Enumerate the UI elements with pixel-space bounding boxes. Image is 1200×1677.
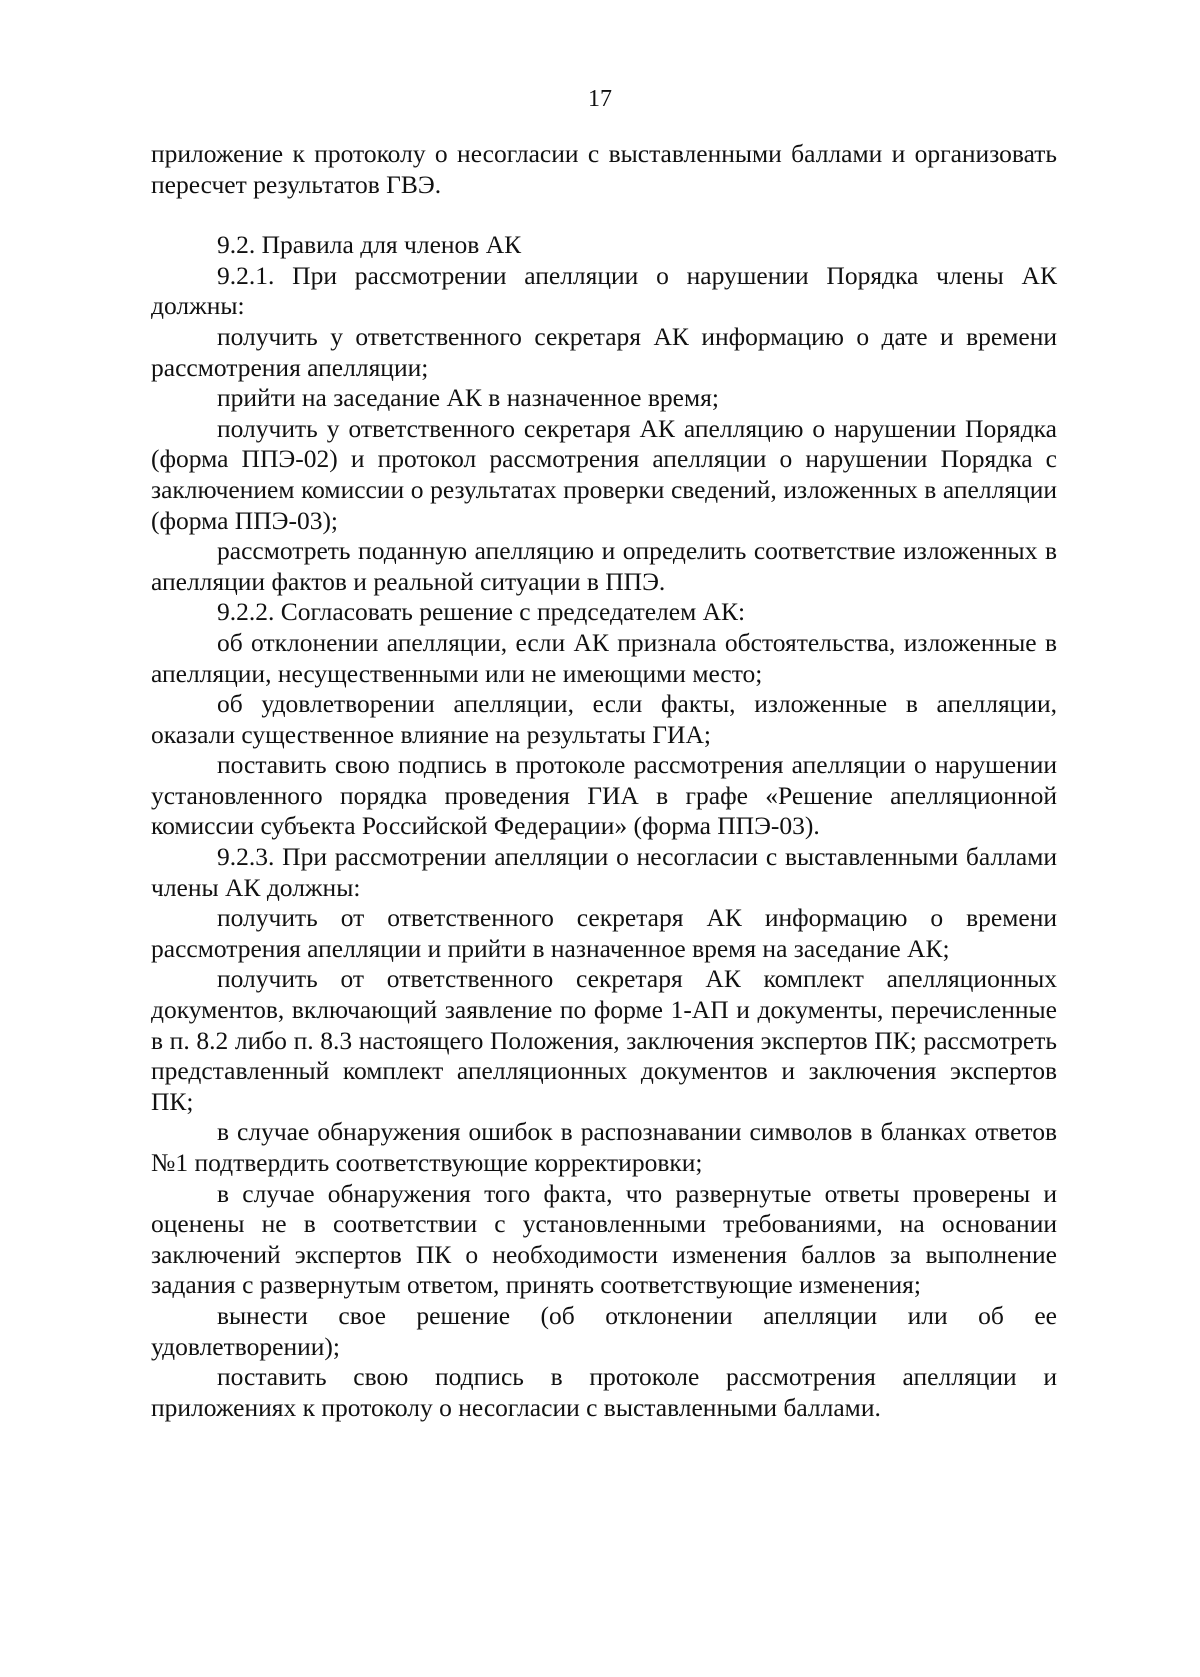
paragraph: поставить свою подпись в протоколе рассмотрения апелляции о нарушении установленного порядка проведения ГИА в графе «Решение апелляционной комиссии субъекта Российской Федерации» (форма ППЭ-03).	[151, 750, 1057, 841]
page-number: 17	[588, 86, 612, 112]
document-body	[151, 139, 1057, 1423]
paragraph: 9.2.2. Согласовать решение с председателем АК:	[217, 597, 746, 627]
paragraph: вынести свое решение (об отклонении апелляции или об ее удовлетворении);	[151, 1300, 1057, 1361]
paragraph: рассмотреть поданную апелляцию и определить соответствие изложенных в апелляции фактов и реальной ситуации в ППЭ.	[151, 536, 1057, 596]
paragraph: об отклонении апелляции, если АК признала обстоятельства, изложенные в апелляции, несущественными или не имеющими место;	[151, 627, 1057, 688]
paragraph: получить у ответственного секретаря АК информацию о дате и времени рассмотрения апелляции;	[151, 321, 1057, 382]
paragraph-gap	[151, 200, 1057, 230]
paragraph: получить у ответственного секретаря АК апелляцию о нарушении Порядка (форма ППЭ-02) и протокол рассмотрения апелляции о нарушении Порядка с заключением комиссии о результатах проверки сведений, изложенных в апелляции (форма ППЭ-03);	[151, 413, 1057, 535]
paragraph: получить от ответственного секретаря АК информацию о времени рассмотрения апелляции и прийти в назначенное время на заседание АК;	[151, 903, 1057, 963]
paragraph-continuation: приложение к протоколу о несогласии с выставленными баллами и организовать пересчет результатов ГВЭ.	[151, 139, 1057, 199]
paragraph: прийти на заседание АК в назначенное время;	[217, 383, 719, 413]
section-heading: 9.2. Правила для членов АК	[217, 230, 522, 260]
paragraph: об удовлетворении апелляции, если факты, изложенные в апелляции, оказали существенное влияние на результаты ГИА;	[151, 689, 1057, 749]
paragraph: в случае обнаружения ошибок в распознавании символов в бланках ответов №1 подтвердить соответствующие корректировки;	[151, 1117, 1057, 1177]
paragraph: в случае обнаружения того факта, что развернутые ответы проверены и оценены не в соответствии с установленными требованиями, на основании заключений экспертов ПК о необходимости изменения баллов за выполнение задания с развернутым ответом, принять соответствующие изменения;	[151, 1178, 1057, 1300]
paragraph: 9.2.3. При рассмотрении апелляции о несогласии с выставленными баллами члены АК должны:	[151, 842, 1057, 902]
paragraph: 9.2.1. При рассмотрении апелляции о нарушении Порядка члены АК должны:	[151, 260, 1057, 321]
paragraph: поставить свою подпись в протоколе рассмотрения апелляции и приложениях к протоколу о несогласии с выставленными баллами.	[151, 1362, 1057, 1422]
paragraph: получить от ответственного секретаря АК комплект апелляционных документов, включающий заявление по форме 1-АП и документы, перечисленные в п. 8.2 либо п. 8.3 настоящего Положения, заключения экспертов ПК; рассмотреть представленный комплект апелляционных документов и заключения экспертов ПК;	[151, 964, 1057, 1116]
